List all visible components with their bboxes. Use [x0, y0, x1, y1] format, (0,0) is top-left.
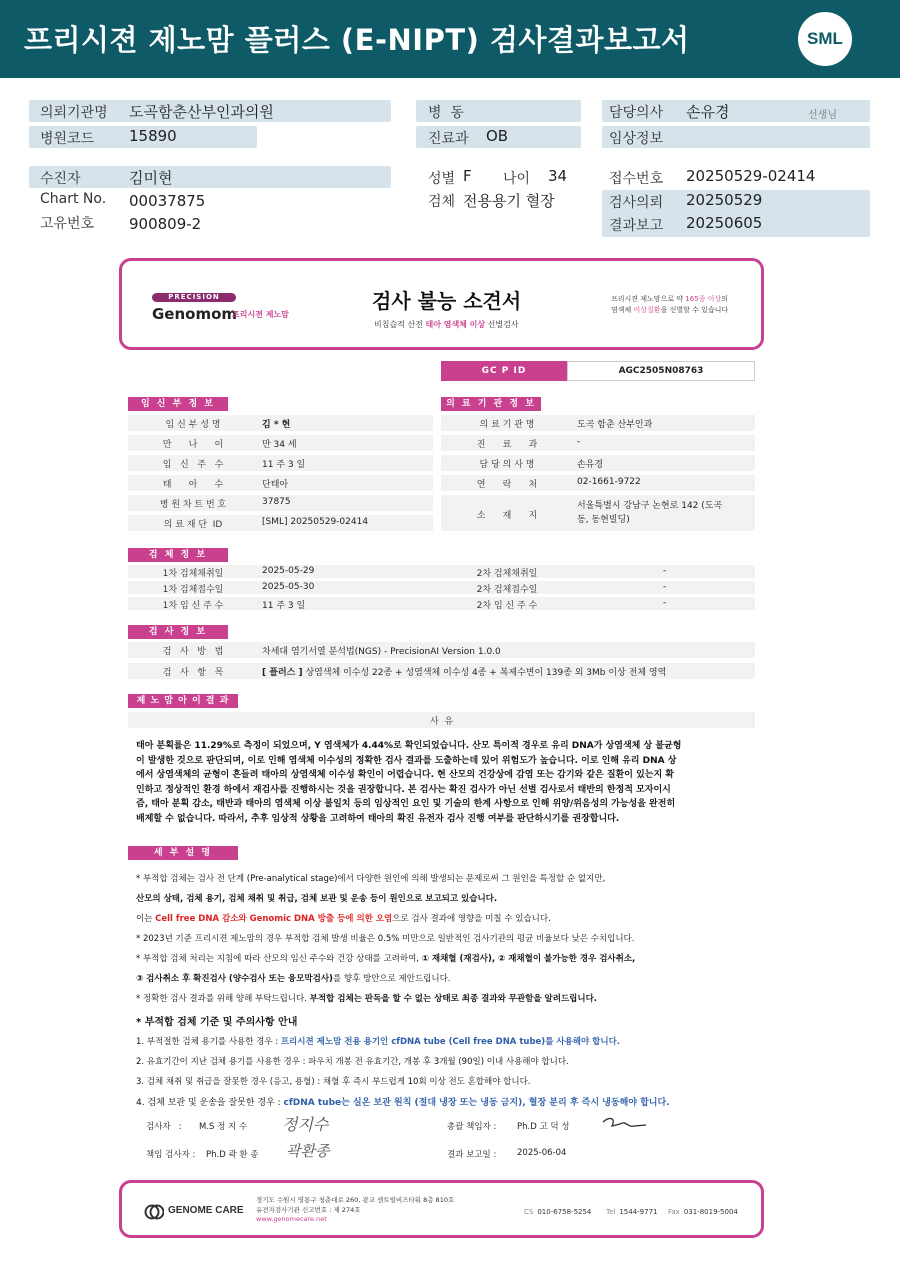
inst-dept-value: -: [577, 437, 581, 447]
sml-logo: [798, 12, 854, 66]
inst-name-value: 도곡 함춘 산부인과: [577, 420, 653, 430]
spec2-collect-value: -: [663, 566, 667, 576]
item-value: [ 플러스 ] 상염색체 이수성 22종 + 성염색체 이수성 4종 + 복제수변이 139종 외 3Mb 이상 전체 영역: [262, 668, 667, 678]
reason-label: 사 유: [429, 717, 454, 727]
inst-contact-value: 02-1661-9722: [577, 477, 641, 487]
id-value: 900809-2: [129, 215, 202, 233]
test-info-head: 검 사 정 보: [128, 625, 228, 639]
preg-chart-value: 37875: [262, 497, 291, 507]
genomom-logo: Genomom: [152, 305, 238, 323]
preg-fetus-label: 태 아 수: [162, 480, 224, 490]
date-value: 2025-06-04: [517, 1148, 567, 1158]
patient-label: 수진자: [40, 171, 81, 187]
spec2-receive-value: -: [663, 582, 667, 592]
date-label: 결과 보고일 :: [447, 1150, 497, 1160]
specimen-info-head: 검 체 정 보: [128, 548, 228, 562]
preg-name-label: 임 신 부 성 명: [165, 420, 221, 430]
sml-logo-text: SML: [807, 29, 843, 48]
request-label: 검사의뢰: [609, 195, 664, 211]
preg-age-label: 만 나 이: [162, 440, 224, 450]
spec1-receive-value: 2025-05-30: [262, 582, 315, 592]
chief-signature: [600, 1114, 648, 1134]
dept-value: OB: [486, 127, 509, 145]
receipt-value: 20250529-02414: [686, 167, 816, 185]
age-label: 나이: [503, 171, 531, 187]
report-right-note: 프리시젼 제노맘으로 약 165종 이상의 염색체 이상질환을 선별할 수 있습니다: [611, 295, 729, 314]
spec2-receive-label: 2차 검체접수일: [476, 585, 538, 595]
gcp-id-label: GC P ID: [441, 361, 567, 381]
footer-address: 경기도 수원시 영통구 청춘대로 260, 광교 센트럴비즈타워 8층 810호 유전자검사기관 신고번호 : 제 274호 www.genomecare.net: [256, 1196, 455, 1223]
age-value: 34: [548, 167, 568, 185]
chart-label: Chart No.: [40, 191, 107, 207]
preg-fetus-value: 단태아: [262, 480, 289, 490]
resp-name: Ph.D 곽 환 종: [206, 1150, 259, 1160]
hospital-value: 도곡함춘산부인과의원: [129, 103, 274, 121]
tester-signature: 정지수: [282, 1115, 329, 1134]
patient-bar: [29, 166, 391, 188]
result-label: 결과보고: [609, 218, 664, 234]
page-title: 프리시젼 제노맘 플러스 (E-NIPT) 검사결과보고서: [24, 23, 690, 57]
preg-foundation-value: [SML] 20250529-02414: [262, 517, 369, 527]
inst-contact-label: 연 락 처: [476, 480, 538, 490]
inst-name-label: 의 료 기 관 명: [479, 420, 535, 430]
preg-foundation-label: 의 료 재 단 ID: [163, 520, 223, 530]
receipt-label: 접수번호: [609, 171, 664, 187]
reason-text: 태아 분획률은 11.29%로 측정이 되었으며, Y 염색체가 4.44%로 확인되었습니다. 산모 특이적 경우로 유리 DNA가 상염색체 상 불균형 이 발생한 것으로 판단되며, 이로 인해 염색체 이수성의 정확한 검사 결과를 도출하는데 있어 위험도가 높습니다. 이로 인해 유리 DNA 상 에서 상염색체의 균형이 흔들려 태아의 상염색체 이수성 확인이 어렵습니다. 현 산모의 건강상에 감염 또는 감기와 같은 질환이 있는지 확 인하고 정상적인 환경 하에서 재검사를 진행하시는 것을 권장합니다. 본 검사는 확진 검사가 아닌 선별 검사로서 태반의 한정적 모자이시 즘, 태아 분획 감소, 태반과 태아의 염색체 이상 불일치 등의 임상적인 요인 및 기술의 한계 사항으로 인해 위양/위음성의 가능성을 완전히 배제할 수 없습니다. 따라서, 추후 임상적 상황을 고려하여 태아의 확진 유전자 검사 진행 여부를 판단하시기를 권장합니다.: [136, 741, 682, 824]
doctor-label: 담당의사: [609, 105, 664, 121]
gcp-id-value: AGC2505N08763: [567, 361, 755, 381]
detail-head: 세 부 설 명: [128, 846, 238, 860]
chief-label: 총괄 책임자 :: [447, 1122, 497, 1132]
dept-label: 진료과: [428, 131, 469, 147]
genomom-sub: 프리시젼 제노맘: [232, 310, 289, 319]
inst-address-value: 서울특별시 강남구 논현로 142 (도곡 동, 동현빌딩): [577, 501, 723, 525]
code-label: 병원코드: [40, 131, 95, 147]
specimen-value: 전용용기 혈장: [463, 192, 555, 210]
spec1-collect-value: 2025-05-29: [262, 566, 315, 576]
spec2-collect-label: 2차 검체채취일: [476, 569, 538, 579]
resp-signature: 곽환종: [286, 1142, 330, 1160]
spec1-receive-label: 1차 검체접수일: [162, 585, 224, 595]
sex-value: F: [463, 167, 472, 185]
clinical-label: 임상정보: [609, 131, 664, 147]
pregnancy-info-head: 임 신 부 정 보: [128, 397, 228, 411]
spec1-weeks-value: 11 주 3 일: [262, 601, 306, 611]
id-label: 고유번호: [40, 216, 95, 232]
inst-dept-label: 진 료 과: [476, 440, 538, 450]
spec1-weeks-label: 1차 임 신 주 수: [162, 601, 224, 611]
preg-name-value: 김 * 현: [262, 420, 291, 430]
inst-address-label: 소 재 지: [476, 511, 538, 521]
footer-url: www.genomecare.net: [256, 1215, 327, 1223]
tester-label: 검사자 :: [146, 1122, 182, 1132]
preg-age-value: 만 34 세: [262, 440, 297, 450]
request-value: 20250529: [686, 191, 763, 209]
hospital-label: 의뢰기관명: [40, 105, 108, 121]
patient-value: 김미현: [129, 169, 173, 187]
spec1-collect-label: 1차 검체채취일: [162, 569, 224, 579]
report-title-box: [119, 258, 764, 350]
genome-care-logo: GENOME CARE: [168, 1205, 244, 1216]
institution-info-head: 의 료 기 관 정 보: [441, 397, 541, 411]
preg-chart-label: 병 원 차 트 번 호: [159, 500, 227, 510]
result-value: 20250605: [686, 214, 763, 232]
inst-doctor-value: 손유경: [577, 460, 604, 470]
result-head: 제 노 맘 아 이 결 과: [128, 694, 238, 708]
inst-doctor-label: 담 당 의 사 명: [479, 460, 535, 470]
preg-weeks-value: 11 주 3 일: [262, 460, 306, 470]
resp-label: 책임 검사자 :: [146, 1150, 196, 1160]
report-title: 검사 불능 소견서: [372, 289, 522, 313]
ward-label: 병 동: [428, 105, 464, 121]
preg-weeks-label: 임 신 주 수: [162, 460, 224, 470]
chart-value: 00037875: [129, 192, 206, 210]
item-label: 검 사 항 목: [162, 668, 224, 678]
genome-care-icon: [144, 1204, 164, 1220]
doctor-suffix: 선생님: [808, 110, 837, 121]
sex-label: 성별: [428, 171, 456, 187]
brand-pill: PRECISION: [152, 293, 236, 302]
method-value: 차세대 염기서열 분석법(NGS) - PrecisionAI Version 1.0.0: [262, 647, 501, 657]
footer-box: GENOME CARE 경기도 수원시 영통구 청춘대로 260, 광교 센트럴비즈타워 8층 810호 유전자검사기관 신고번호 : 제 274호 www.genomecare.net CS 010-6758-5254 Tel 1544-9771 Fax 031-8019-5004: [119, 1180, 764, 1238]
specimen-label: 검체: [428, 194, 456, 210]
spec2-weeks-label: 2차 임 신 주 수: [476, 601, 538, 611]
report-subtitle: 비침습적 산전 태아 염색체 이상 선별검사: [374, 320, 519, 329]
report-banner: [0, 0, 900, 78]
doctor-value: 손유경: [686, 103, 730, 121]
spec2-weeks-value: -: [663, 598, 667, 608]
method-label: 검 사 방 법: [162, 647, 224, 657]
chief-name: Ph.D 고 덕 성: [517, 1122, 570, 1132]
tester-name: M.S 정 지 수: [199, 1122, 248, 1132]
code-value: 15890: [129, 127, 177, 145]
